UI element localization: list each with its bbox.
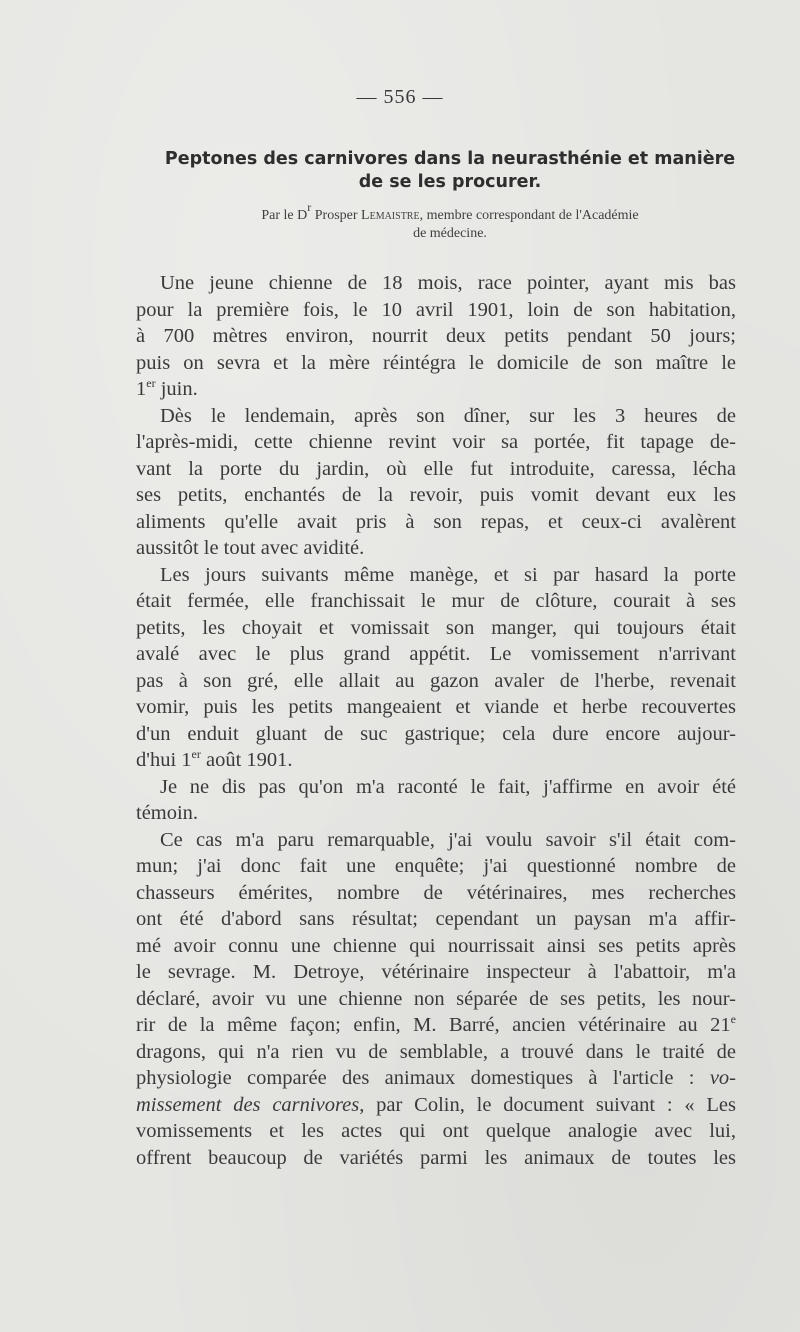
text-line: pas à son gré, elle allait au gazon avaler de l'herbe, revenait — [136, 669, 736, 692]
text-line: ont été d'abord sans résultat; cependant un paysan m'a affir- — [136, 908, 736, 930]
text-line: témoin. — [136, 802, 199, 824]
article-title-line-1: Peptones des carnivores dans la neurasthénie et manière — [164, 149, 736, 169]
text-line: avalé avec le plus grand appétit. Le vomissement n'arrivant — [136, 643, 736, 665]
text-line: rir de la même façon; enfin, M. Barré, ancien vétérinaire au 21e — [136, 1012, 736, 1036]
byline-sup: r — [307, 200, 312, 214]
text-line: Dès le lendemain, après son dîner, sur les 3 heures de — [160, 404, 736, 427]
text-line: offrent beaucoup de variétés parmi les animaux de toutes les — [136, 1146, 736, 1169]
text-line: chasseurs émérites, nombre de vétérinaires, mes recherches — [136, 881, 736, 904]
text-line: vomir, puis les petits mangeaient et viande et herbe recouvertes — [136, 696, 736, 718]
byline-rest: , membre correspondant de l'Académie — [419, 208, 639, 223]
text-line: d'un enduit gluant de suc gastrique; cela dure encore aujour- — [136, 722, 736, 745]
text-line: Ce cas m'a paru remarquable, j'ai voulu savoir s'il était com- — [160, 828, 736, 851]
text-line: à 700 mètres environ, nourrit deux petits pendant 50 jours; — [136, 325, 736, 347]
text-line: physiologie comparée des animaux domestiques à l'article : vo- — [136, 1067, 736, 1089]
text-line: était fermée, elle franchissait le mur de clôture, courait à ses — [136, 590, 736, 612]
text-line: vomissements et les actes qui ont quelque analogie avec lui, — [136, 1120, 736, 1142]
text-line: déclaré, avoir vu une chienne non séparée de ses petits, les nour- — [136, 987, 736, 1010]
text-line: mé avoir connu une chienne qui nourrissait ainsi ses petits après — [136, 934, 736, 957]
text-line: petits, les choyait et vomissait son manger, qui toujours était — [136, 616, 736, 639]
article-byline — [170, 200, 730, 243]
byline-author: Lemaistre — [361, 208, 420, 223]
byline-line-1 — [170, 200, 730, 225]
text-line: pour la première fois, le 10 avril 1901, loin de son habitation, — [136, 298, 736, 321]
text-line: mun; j'ai donc fait une enquête; j'ai questionné nombre de — [136, 855, 736, 877]
byline-line-2: de médecine. — [413, 226, 487, 241]
text-line: puis on sevra et la mère réintégra le domicile de son maître le — [136, 351, 736, 374]
text-line: Les jours suivants même manège, et si par hasard la porte — [160, 563, 736, 586]
text-line: Je ne dis pas qu'on m'a raconté le fait, j'affirme en avoir été — [160, 775, 736, 798]
text-line: Une jeune chienne de 18 mois, race pointer, ayant mis bas — [160, 272, 736, 294]
text-line: 1er juin. — [136, 376, 198, 400]
text-line: aussitôt le tout avec avidité. — [136, 537, 365, 559]
article-title — [140, 148, 760, 194]
text-line: le sevrage. M. Detroye, vétérinaire inspecteur à l'abattoir, m'a — [136, 961, 736, 983]
text-line: ses petits, enchantés de la revoir, puis vomit devant eux les — [136, 484, 736, 506]
text-line: missement des carnivores, par Colin, le document suivant : « Les — [136, 1093, 736, 1116]
text-line: aliments qu'elle avait pris à son repas, et ceux-ci avalèrent — [136, 510, 736, 533]
byline-prefix: Par le D — [261, 208, 308, 223]
byline-first-name: Prosper — [311, 208, 362, 223]
text-line: dragons, qui n'a rien vu de semblable, a trouvé dans le traité de — [136, 1040, 736, 1063]
text-line: l'après-midi, cette chienne revint voir sa portée, fit tapage de- — [136, 431, 736, 453]
text-line: d'hui 1er août 1901. — [136, 747, 293, 771]
article-body — [136, 270, 736, 1171]
article-title-line-2: de se les procurer. — [358, 172, 542, 192]
page-number: — 556 — — [356, 86, 444, 108]
text-line: vant la porte du jardin, où elle fut introduite, caressa, lécha — [136, 457, 736, 480]
